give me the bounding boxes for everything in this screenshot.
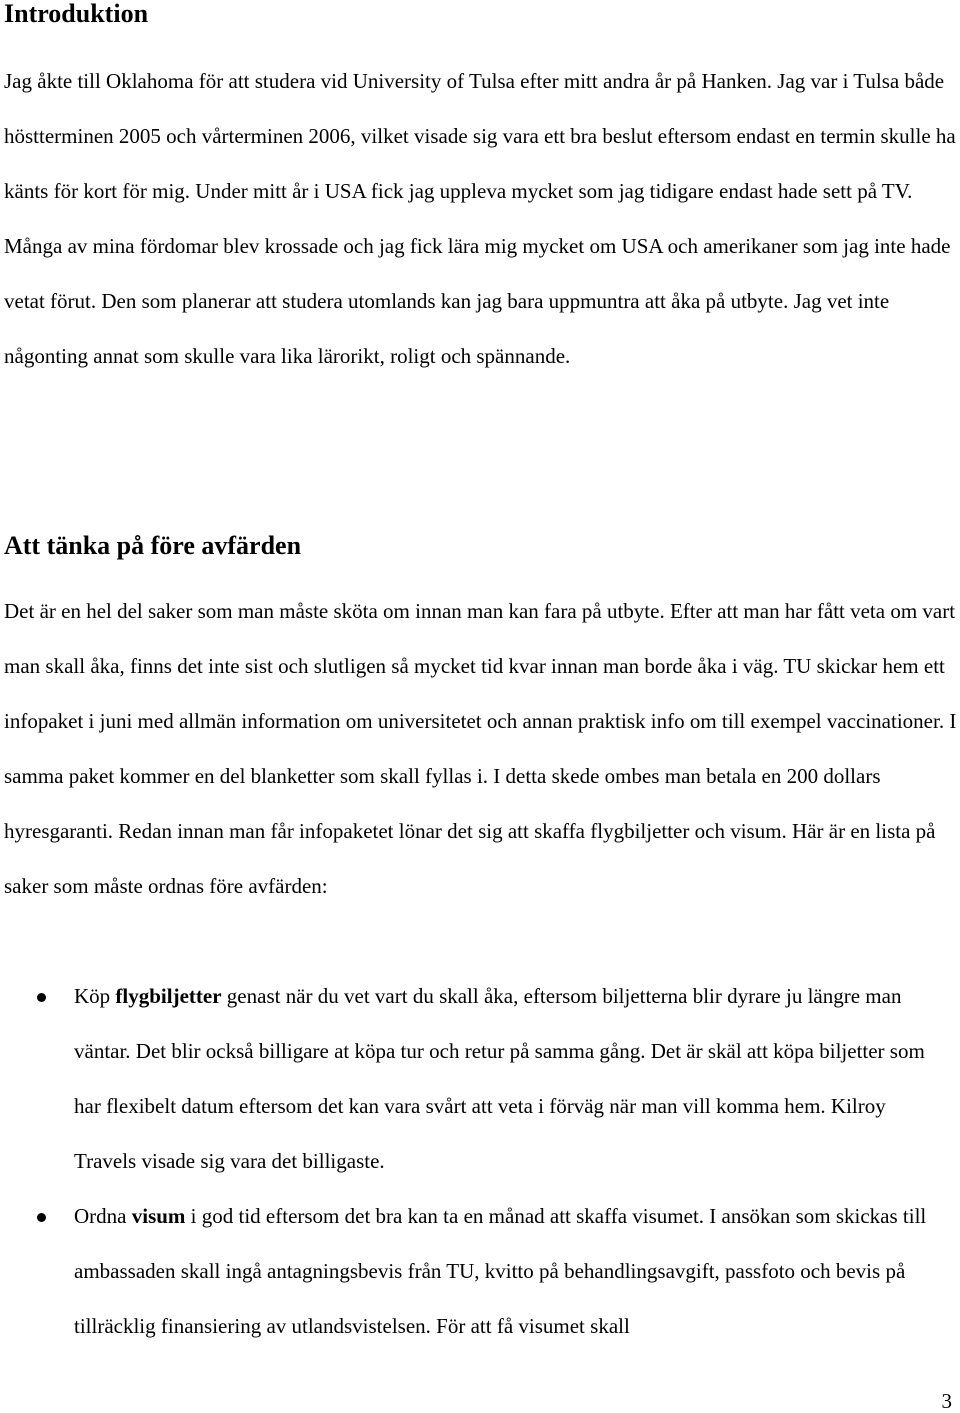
section-heading-introduktion: Introduktion: [4, 0, 149, 28]
list-item-visum: [0, 1189, 944, 1354]
section-heading-fore-avfarden: Att tänka på före avfärden: [4, 531, 302, 560]
list-item-keyword: visum: [131, 1204, 186, 1228]
page-number: 3: [941, 1389, 952, 1413]
list-item-flygbiljetter: [0, 969, 944, 1189]
list-item-text-before: Köp: [74, 984, 116, 1008]
list-item-keyword: flygbiljetter: [115, 984, 222, 1008]
preparation-list: [0, 969, 960, 1354]
intro-paragraph: Jag åkte till Oklahoma för att studera vid University of Tulsa efter mitt andra år på Hanken. Jag var i Tulsa både höstterminen 2005 och vårterminen 2006, vilket visade sig vara ett bra beslut eftersom endast en termin skulle ha känts för kort för mig. Under mitt år i USA fick jag uppleva mycket som jag tidigare endast hade sett på TV. Många av mina fördomar blev krossade och jag fick lära mig mycket om USA och amerikaner som jag inte hade vetat förut. Den som planerar att studera utomlands kan jag bara uppmuntra att åka på utbyte. Jag vet inte någonting annat som skulle vara lika lärorikt, roligt och spännande.: [4, 69, 956, 368]
list-item-text-after: genast när du vet vart du skall åka, eftersom biljetterna blir dyrare ju längre man väntar. Det blir också billigare at köpa tur och retur på samma gång. Det är skäl att köpa biljetter som har flexibelt datum eftersom det kan vara svårt att veta i förväg när man vill komma hem. Kilroy Travels visade sig vara det billigaste.: [74, 984, 925, 1173]
list-item-text-after: i god tid eftersom det bra kan ta en månad att skaffa visumet. I ansökan som skickas till ambassaden skall ingå antagningsbevis från TU, kvitto på behandlingsavgift, passfoto och bevis på tillräcklig finansiering av utlandsvistelsen. För att få visumet skall: [74, 1204, 927, 1338]
bullet-icon: [37, 993, 46, 1002]
list-item-text-before: Ordna: [74, 1204, 132, 1228]
preparation-paragraph: Det är en hel del saker som man måste sköta om innan man kan fara på utbyte. Efter att man har fått veta om vart man skall åka, finns det inte sist och slutligen så mycket tid kvar innan man borde åka i väg. TU skickar hem ett infopaket i juni med allmän information om universitetet och annan praktisk info om till exempel vaccinationer. I samma paket kommer en del blanketter som skall fyllas i. I detta skede ombes man betala en 200 dollars hyresgaranti. Redan innan man får infopaketet lönar det sig att skaffa flygbiljetter och visum. Här är en lista på saker som måste ordnas före avfärden:: [4, 599, 957, 898]
bullet-icon: [37, 1213, 46, 1222]
